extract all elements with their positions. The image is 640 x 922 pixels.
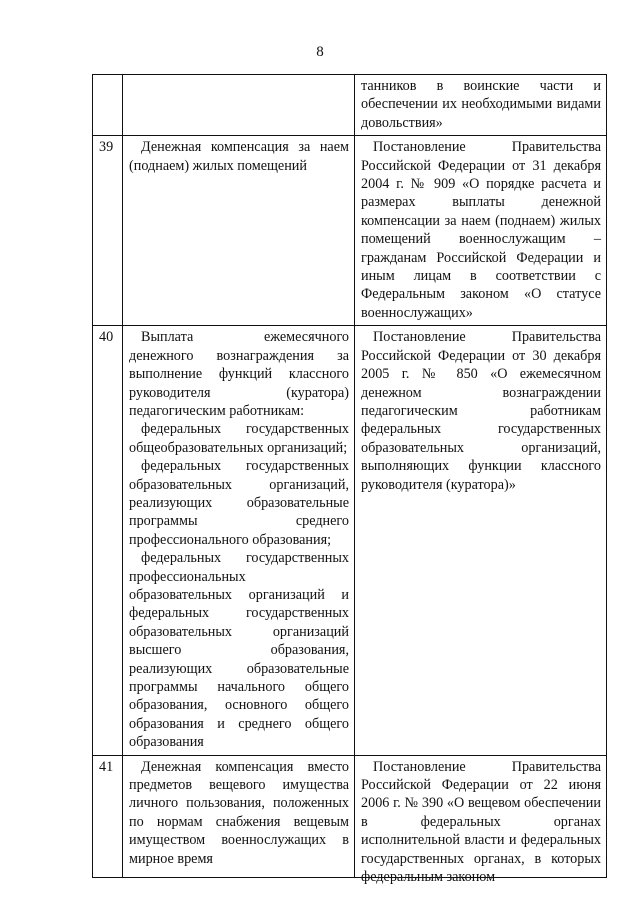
table-row (93, 75, 607, 136)
legal-basis-text: Постановление Правительства Российской Федерации от 22 июня 2006 г. № 390 «О вещевом обеспечении в федеральных органах исполнительной власти и федеральных государственных органах, в которых федеральным законом (361, 758, 601, 886)
legal-basis-cell (355, 755, 607, 886)
row-number: 40 (93, 326, 123, 755)
row-number: 41 (93, 755, 123, 877)
legal-basis-text: танников в воинские части и обеспечении их необходимыми видами довольствия» (361, 78, 601, 131)
organization-type-item: федеральных государственных общеобразовательных организаций; (129, 421, 349, 456)
payment-name-cell (123, 136, 355, 326)
payments-table (92, 74, 607, 886)
payment-name-cell (123, 755, 355, 877)
payment-name-text: Денежная компенсация вместо предметов вещевого имущества личного пользования, положенных по нормам снабжения вещевым имуществом военнослужащих в мирное время (129, 758, 349, 867)
table-row (93, 136, 607, 326)
row-number (93, 75, 123, 136)
legal-basis-text: Постановление Правительства Российской Федерации от 31 декабря 2004 г. № 909 «О порядке расчета и размерах выплаты денежной компенсации за наем (поднаем) жилых помещений военнослужащим – гражданам Российской Федерации и иным лицам в соответствии с Федеральным законом «О статусе военнослужащих» (361, 139, 601, 321)
organization-type-item: федеральных государственных профессиональных образовательных организаций и федеральных государственных образовательных организаций высшего образования, реализующих образовательные программы начального общего образования, основного общего образования и среднего общего образования (129, 550, 349, 751)
payment-name-cell (123, 75, 355, 136)
organization-type-item: федеральных государственных образовательных организаций, реализующих образовательные программы среднего профессионального образования; (129, 458, 349, 548)
payment-name-text: Денежная компенсация за наем (поднаем) жилых помещений (129, 139, 349, 174)
payment-name-cell (123, 326, 355, 755)
legal-basis-cell (355, 75, 607, 136)
legal-basis-cell (355, 136, 607, 326)
table-row (93, 326, 607, 755)
table-row (93, 755, 607, 877)
legal-basis-clip (361, 758, 601, 886)
page-number: 8 (316, 44, 324, 60)
legal-basis-text: Постановление Правительства Российской Федерации от 30 декабря 2005 г. № 850 «О ежемесячном денежном вознаграждении педагогическим работникам федеральных государственных образовательных организаций, выполняющих функции классного руководителя (куратора)» (361, 329, 601, 493)
row-number: 39 (93, 136, 123, 326)
legal-basis-cell (355, 326, 607, 755)
payment-name-text: Выплата ежемесячного денежного вознаграждения за выполнение функций классного руководителя (куратора) педагогическим работникам: (129, 329, 349, 419)
